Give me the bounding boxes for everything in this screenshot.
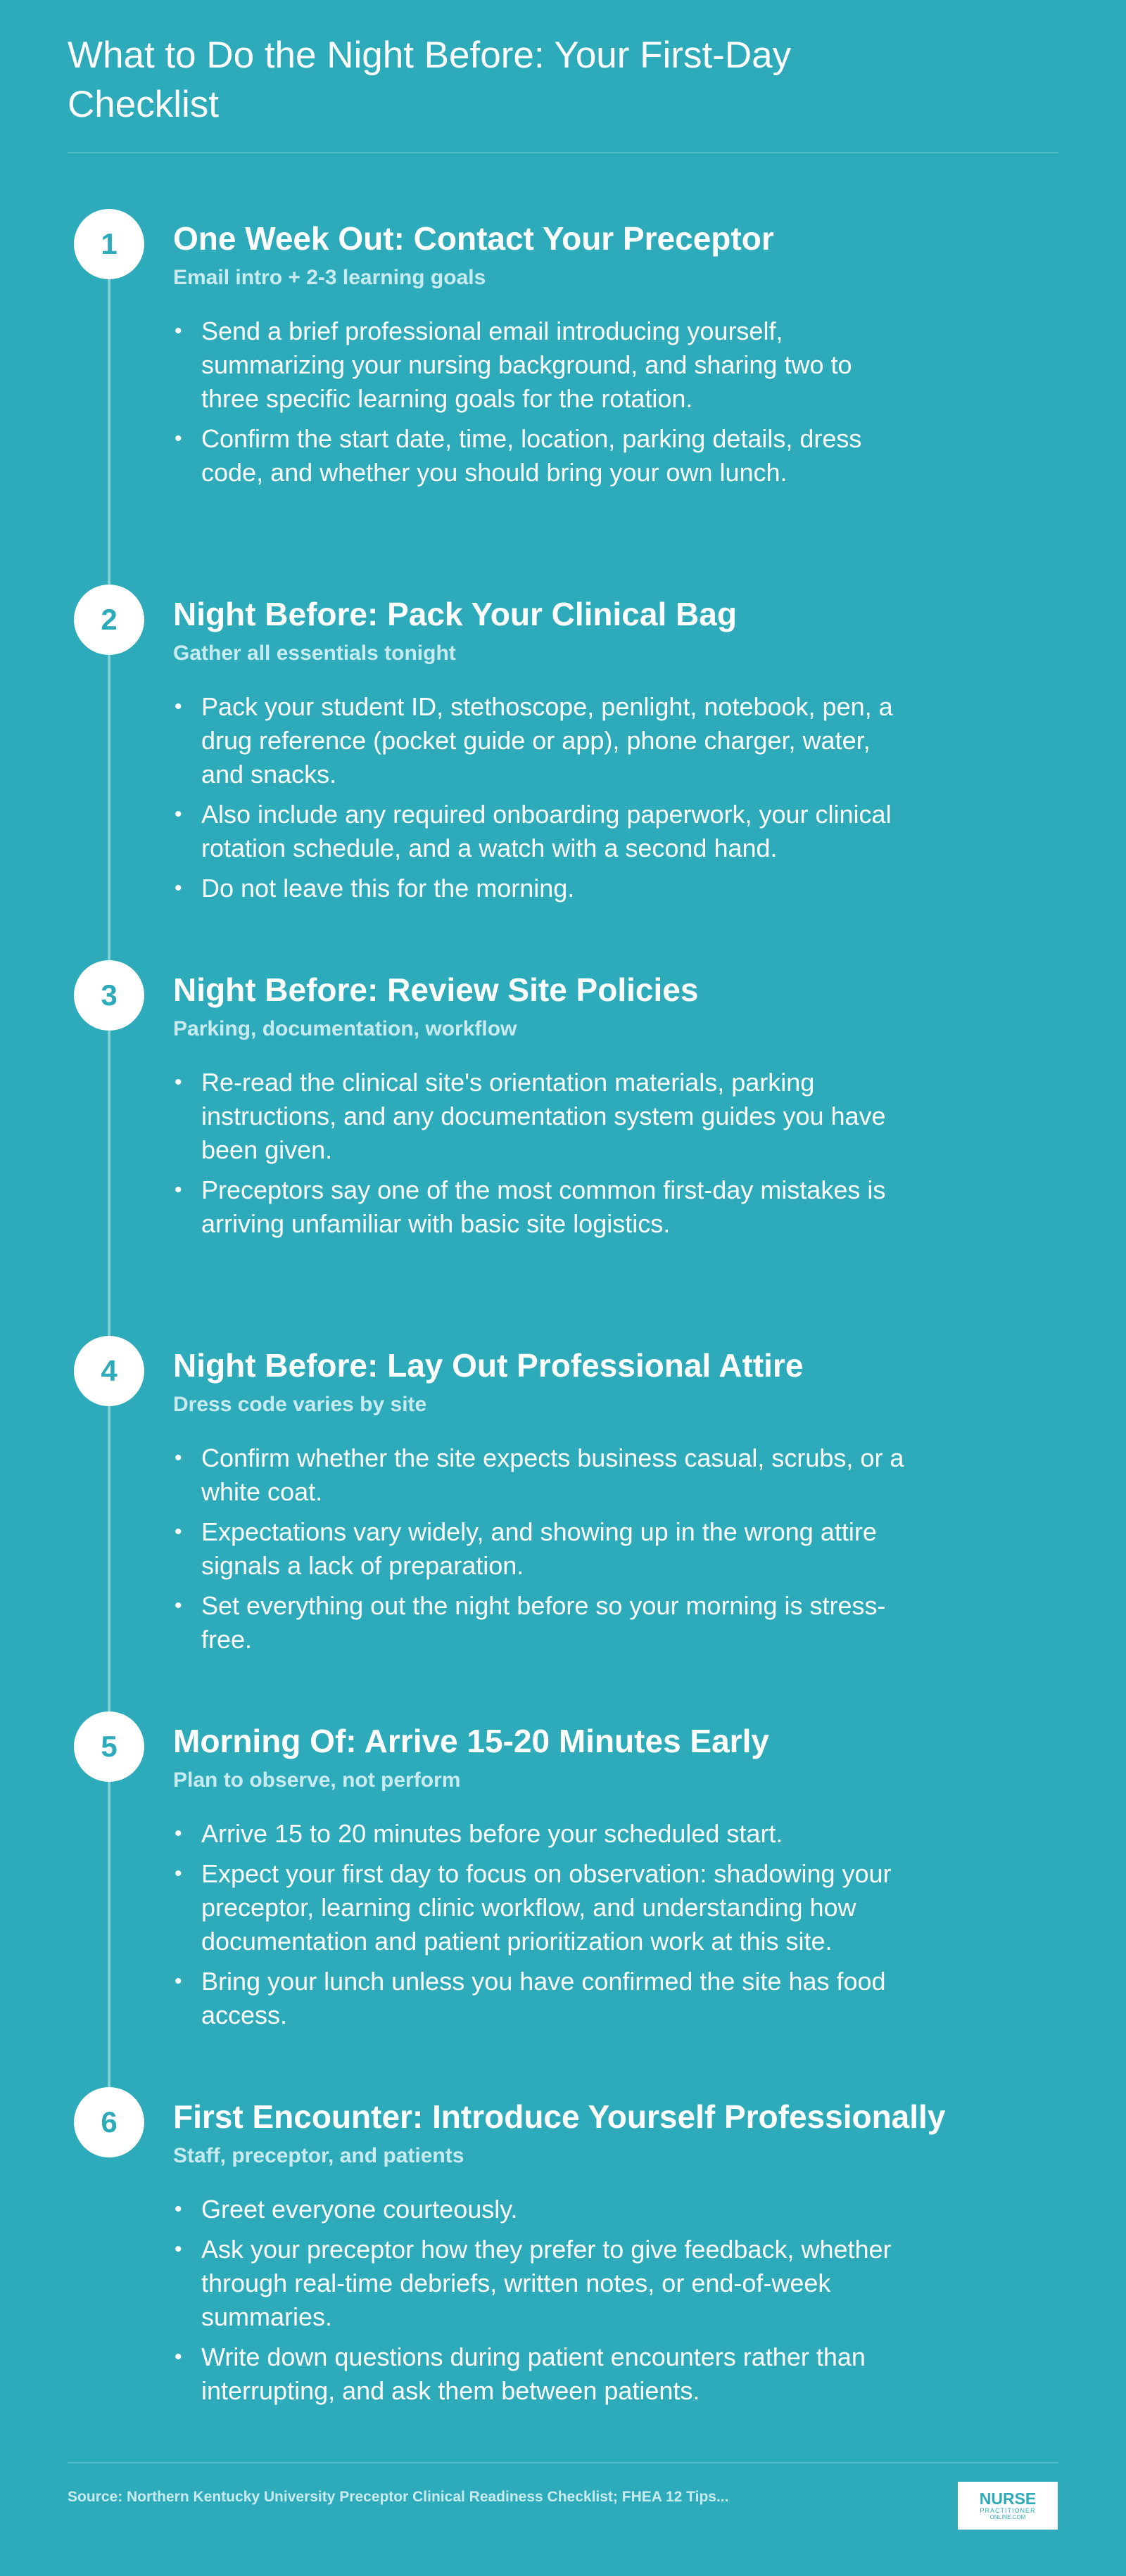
step-number-badge: 3 xyxy=(74,960,144,1031)
step-bullet: • Preceptors say one of the most common first-day mistakes is arriving unfamiliar with basic site logistics. xyxy=(173,1173,905,1241)
step-subtitle: Email intro + 2-3 learning goals xyxy=(173,266,486,289)
step-subtitle: Parking, documentation, workflow xyxy=(173,1017,517,1040)
step-number-badge: 5 xyxy=(74,1711,144,1782)
step-bullet: • Bring your lunch unless you have confirmed the site has food access. xyxy=(173,1965,905,2032)
step-subtitle: Dress code varies by site xyxy=(173,1393,427,1416)
step-subtitle: Plan to observe, not perform xyxy=(173,1768,461,1792)
step-bullet: • Confirm whether the site expects business casual, scrubs, or a white coat. xyxy=(173,1441,905,1509)
timeline-line xyxy=(108,246,110,2124)
step-bullet: • Also include any required onboarding paperwork, your clinical rotation schedule, and a watch with a second hand. xyxy=(173,798,905,865)
step-bullet: • Pack your student ID, stethoscope, penlight, notebook, pen, a drug reference (pocket guide or app), phone charger, water, and snacks. xyxy=(173,690,905,791)
step-bullet: • Confirm the start date, time, location, parking details, dress code, and whether you should bring your own lunch. xyxy=(173,422,905,490)
footer-divider xyxy=(68,2462,1058,2463)
step-title: Night Before: Lay Out Professional Attire xyxy=(173,1347,804,1384)
source-citation: Source: Northern Kentucky University Preceptor Clinical Readiness Checklist; FHEA 12 Tips... xyxy=(68,2489,729,2505)
step-title: Night Before: Pack Your Clinical Bag xyxy=(173,596,737,632)
step-bullet: • Ask your preceptor how they prefer to give feedback, whether through real-time debriefs, written notes, or end-of-week summaries. xyxy=(173,2233,905,2334)
title-divider xyxy=(68,152,1058,153)
step-title: Night Before: Review Site Policies xyxy=(173,971,699,1008)
step-number-badge: 6 xyxy=(74,2087,144,2157)
step-bullet-list xyxy=(173,314,905,496)
step-number-badge: 1 xyxy=(74,209,144,279)
step-bullet-list xyxy=(173,690,905,912)
step-bullet-list xyxy=(173,1441,905,1663)
step-bullet: • Send a brief professional email introducing yourself, summarizing your nursing background, and sharing two to three specific learning goals for the rotation. xyxy=(173,314,905,416)
step-bullet: • Greet everyone courteously. xyxy=(173,2193,905,2226)
logo-subline: PRACTITIONER xyxy=(980,2507,1036,2514)
step-subtitle: Staff, preceptor, and patients xyxy=(173,2144,464,2167)
step-bullet: • Expectations vary widely, and showing up in the wrong attire signals a lack of preparation. xyxy=(173,1515,905,1583)
step-bullet: • Expect your first day to focus on observation: shadowing your preceptor, learning clinic workflow, and understanding how documentation and patient prioritization work at this site. xyxy=(173,1857,905,1958)
step-bullet-list xyxy=(173,2193,905,2414)
step-title: Morning Of: Arrive 15-20 Minutes Early xyxy=(173,1723,769,1759)
step-bullet: • Arrive 15 to 20 minutes before your scheduled start. xyxy=(173,1817,905,1851)
step-bullet: • Write down questions during patient encounters rather than interrupting, and ask them between patients. xyxy=(173,2340,905,2408)
page-title: What to Do the Night Before: Your First-Day Checklist xyxy=(68,34,792,125)
logo-subline: ONLINE.COM xyxy=(989,2514,1026,2520)
step-bullet-list xyxy=(173,1817,905,2039)
step-bullet: • Do not leave this for the morning. xyxy=(173,872,905,905)
step-bullet: • Re-read the clinical site's orientation materials, parking instructions, and any documentation system guides you have been given. xyxy=(173,1066,905,1167)
step-title: One Week Out: Contact Your Preceptor xyxy=(173,220,774,257)
step-title: First Encounter: Introduce Yourself Professionally xyxy=(173,2098,946,2135)
step-number-badge: 4 xyxy=(74,1336,144,1406)
logo-wordmark: NURSE xyxy=(979,2489,1037,2508)
step-bullet-list xyxy=(173,1066,905,1247)
step-bullet: • Set everything out the night before so your morning is stress-free. xyxy=(173,1589,905,1657)
step-subtitle: Gather all essentials tonight xyxy=(173,642,456,665)
nurse-practitioner-online-logo xyxy=(958,2482,1058,2530)
step-number-badge: 2 xyxy=(74,585,144,655)
